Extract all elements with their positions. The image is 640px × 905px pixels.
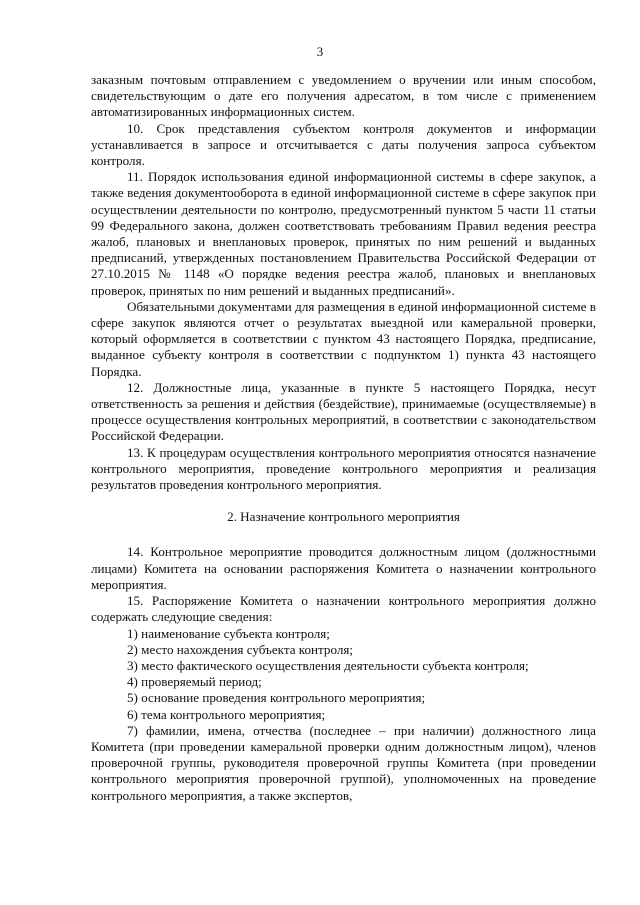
list-item-2-subject-location: 2) место нахождения субъекта контроля; <box>127 641 354 657</box>
list-item-7-officials: 7) фамилии, имена, отчества (последнее – при наличии) должностного лица Комитета (при проведении камеральной проверки одним должностным лицом), членов проверочной группы, руководителя проверочной группы Комитета (при проведении контрольного мероприятия проверочной группой), уполномоченных на проведение контрольного мероприятия, а также экспертов, <box>91 722 596 803</box>
paragraph-mandatory-documents: Обязательными документами для размещения в единой информационной системе в сфере закупок являются отчет о результатах выездной или камеральной проверки, который оформляется в соответствии с пунктом 43 настоящего Порядка, предписание, выданное субъекту контроля в соответствии с подпунктом 1) пункта 43 настоящего Порядка. <box>91 298 596 379</box>
paragraph-14-control-event: 14. Контрольное мероприятие проводится должностным лицом (должностными лицами) Комитета на основании распоряжения Комитета о назначении контрольного мероприятия. <box>91 544 596 592</box>
paragraph-15-order-contents: 15. Распоряжение Комитета о назначении контрольного мероприятия должно содержать следующие сведения: <box>91 593 596 625</box>
paragraph-12-responsibility: 12. Должностные лица, указанные в пункте 5 настоящего Порядка, несут ответственность за решения и действия (бездействие), принимаемые (осуществляемые) в процессе осуществления контрольных мероприятий, в соответствии с законодательством Российской Федерации. <box>91 379 596 444</box>
paragraph-10-document-deadline: 10. Срок представления субъектом контроля документов и информации устанавливается в запросе и отсчитывается с даты получения запроса субъектом контроля. <box>91 120 596 169</box>
paragraph-13-procedures: 13. К процедурам осуществления контрольного мероприятия относятся назначение контрольного мероприятия, проведение контрольного мероприятия и реализация результатов проведения контрольного мероприятия. <box>91 444 596 493</box>
list-item-1-subject-name: 1) наименование субъекта контроля; <box>127 625 330 641</box>
list-item-4-audited-period: 4) проверяемый период; <box>127 674 262 690</box>
list-item-5-basis: 5) основание проведения контрольного мероприятия; <box>127 690 426 706</box>
page-number: 3 <box>316 44 324 59</box>
paragraph-delivery-method: заказным почтовым отправлением с уведомлением о вручении или иным способом, свидетельствующим о дате его получения адресатом, в том числе с применением автоматизированных информационных систем. <box>91 72 596 120</box>
document-body <box>91 72 596 804</box>
list-item-3-actual-activity-place: 3) место фактического осуществления деятельности субъекта контроля; <box>127 657 529 673</box>
list-item-6-topic: 6) тема контрольного мероприятия; <box>127 706 326 722</box>
section-heading: 2. Назначение контрольного мероприятия <box>227 509 460 525</box>
paragraph-11-eis-procedure: 11. Порядок использования единой информационной системы в сфере закупок, а также ведения документооборота в единой информационной системе в сфере закупок при осуществлении деятельности по контролю, предусмотренный пунктом 5 части 11 статьи 99 Федерального закона, должен соответствовать требованиям Правил ведения реестра жалоб, плановых и внеплановых проверок, принятых по ним решений и выданных предписаний, утвержденных постановлением Правительства Российской Федерации от 27.10.2015 № 1148 «О порядке ведения реестра жалоб, плановых и внеплановых проверок, принятых по ним решений и выданных предписаний». <box>91 169 596 298</box>
